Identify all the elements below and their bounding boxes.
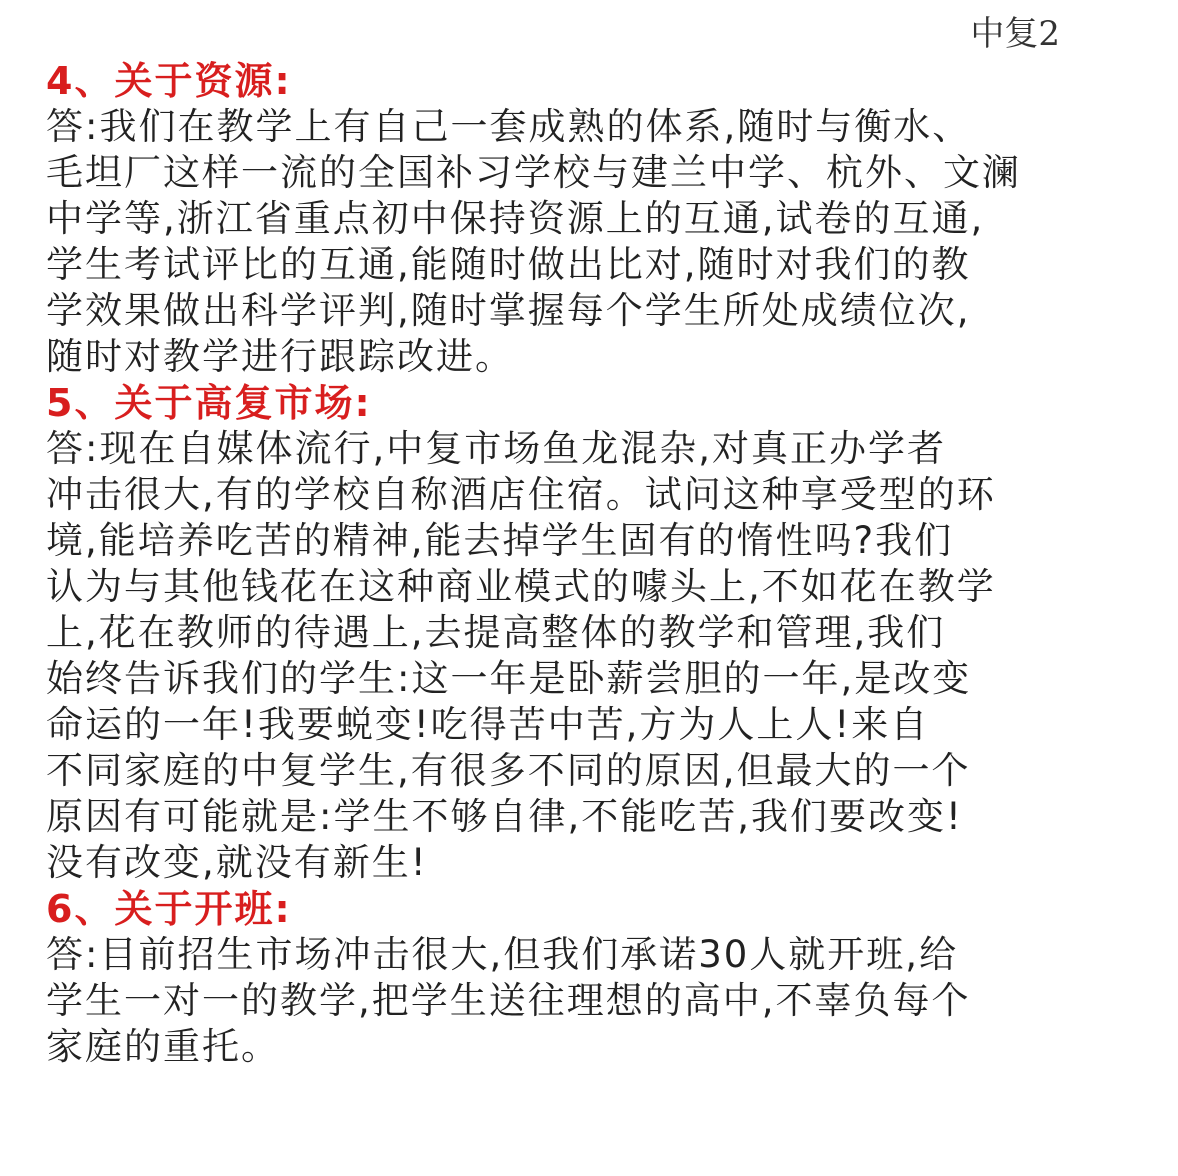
section-classes (46, 886, 1156, 1070)
section-market (46, 380, 1156, 886)
answer-line: 家庭的重托。 (46, 1025, 280, 1068)
answer-line: 境,能培养吃苦的精神,能去掉学生固有的惰性吗?我们 (46, 519, 954, 562)
section-answer (46, 932, 1156, 1070)
answer-line: 始终告诉我们的学生:这一年是卧薪尝胆的一年,是改变 (46, 657, 972, 700)
answer-line: 答:我们在教学上有自己一套成熟的体系,随时与衡水、 (46, 105, 972, 148)
answer-line: 命运的一年!我要蜕变!吃得苦中苦,方为人上人!来自 (46, 703, 930, 746)
answer-line: 毛坦厂这样一流的全国补习学校与建兰中学、杭外、文澜 (46, 151, 1021, 194)
answer-line: 答:目前招生市场冲击很大,但我们承诺30人就开班,给 (46, 933, 959, 976)
answer-line: 学效果做出科学评判,随时掌握每个学生所处成绩位次, (46, 289, 971, 332)
section-resources (46, 58, 1156, 380)
answer-line: 学生一对一的教学,把学生送往理想的高中,不辜负每个 (46, 979, 971, 1022)
answer-line: 上,花在教师的待遇上,去提高整体的教学和管理,我们 (46, 611, 946, 654)
answer-line: 认为与其他钱花在这种商业模式的噱头上,不如花在教学 (46, 565, 996, 608)
answer-line: 原因有可能就是:学生不够自律,不能吃苦,我们要改变! (46, 795, 963, 838)
answer-line: 没有改变,就没有新生! (46, 841, 428, 884)
answer-line: 随时对教学进行跟踪改进。 (46, 335, 514, 378)
section-title: 4、关于资源: (46, 59, 292, 103)
section-answer (46, 426, 1156, 886)
answer-line: 答:现在自媒体流行,中复市场鱼龙混杂,对真正办学者 (46, 427, 946, 470)
section-title: 5、关于高复市场: (46, 381, 372, 425)
document-content (46, 58, 1156, 1070)
answer-line: 学生考试评比的互通,能随时做出比对,随时对我们的教 (46, 243, 971, 286)
page-tag: 中复2 (970, 14, 1060, 54)
section-title: 6、关于开班: (46, 887, 292, 931)
section-answer (46, 104, 1156, 380)
answer-line: 冲击很大,有的学校自称酒店住宿。试问这种享受型的环 (46, 473, 996, 516)
answer-line: 中学等,浙江省重点初中保持资源上的互通,试卷的互通, (46, 197, 985, 240)
answer-line: 不同家庭的中复学生,有很多不同的原因,但最大的一个 (46, 749, 971, 792)
